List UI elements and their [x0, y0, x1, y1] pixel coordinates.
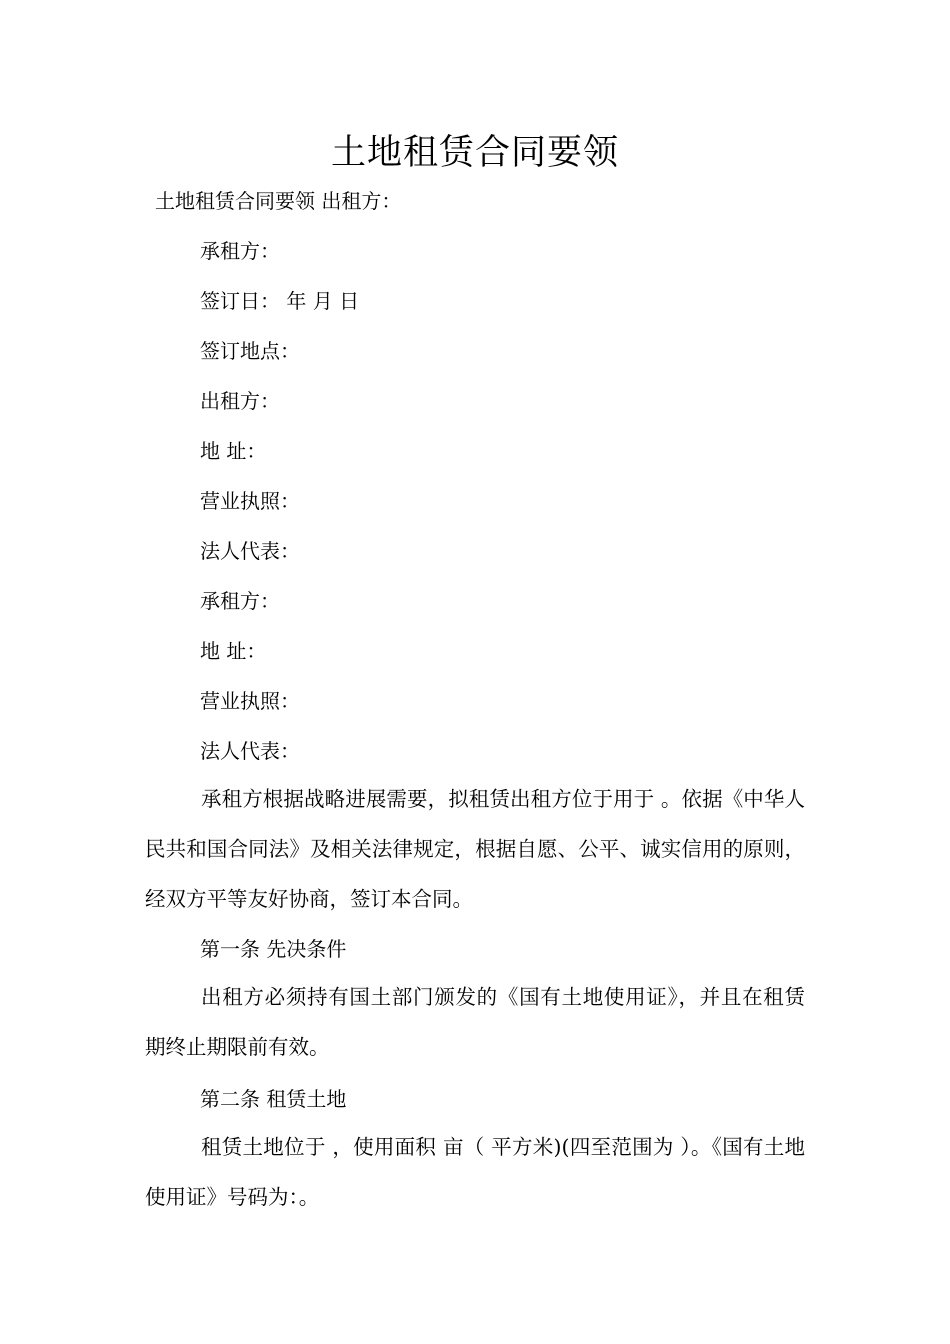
document-title: 土地租赁合同要领	[330, 133, 619, 173]
field-lessee-license: 营业执照：	[200, 689, 300, 713]
field-lessor-address: 地 址：	[200, 439, 267, 463]
field-lessor-legal-rep: 法人代表：	[200, 539, 300, 563]
field-lessee-address: 地 址：	[200, 639, 267, 663]
field-lessee-legal-rep: 法人代表：	[200, 739, 300, 763]
article-2-paragraph: 租赁土地位于 ，使用面积 亩（ 平方米)(四至范围为 ）。《国有土地使用证》号码为：。	[145, 1135, 805, 1209]
article-1-paragraph: 出租方必须持有国土部门颁发的《国有土地使用证》，并且在租赁期终止期限前有效。	[145, 985, 805, 1059]
preamble-paragraph: 承租方根据战略进展需要，拟租赁出租方位于用于 。依据《中华人民共和国合同法》及相关法律规定，根据自愿、公平、诚实信用的原则，经双方平等友好协商，签订本合同。	[145, 787, 805, 911]
article-1-heading: 第一条 先决条件	[200, 937, 347, 961]
field-lessee: 承租方：	[200, 239, 280, 263]
subtitle-line: 土地租赁合同要领 出租方：	[155, 189, 402, 213]
field-lessee-2: 承租方：	[200, 589, 280, 613]
article-2-heading: 第二条 租赁土地	[200, 1087, 347, 1111]
field-lessor: 出租方：	[200, 389, 280, 413]
field-sign-date: 签订日： 年 月 日	[200, 289, 360, 313]
field-lessor-license: 营业执照：	[200, 489, 300, 513]
field-sign-place: 签订地点：	[200, 339, 300, 363]
